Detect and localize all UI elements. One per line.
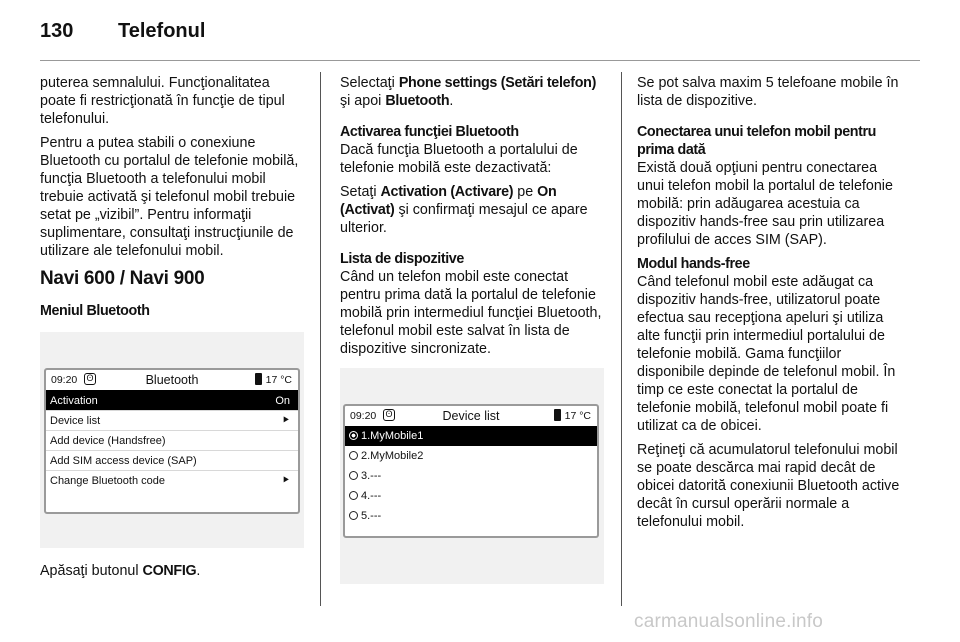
column-3 [637,74,907,537]
radio-icon [349,471,358,480]
paragraph: Se pot salva maxim 5 telefoane mobile în lista de dispozitive. [637,75,899,109]
screen-title: Bluetooth [145,373,199,387]
bluetooth-menu-screen [44,368,300,514]
paragraph: Pentru a putea stabili o conexiune Bluetooth cu portalul de telefonie mobilă, funcţia Bluetooth a telefonului mobil trebuie activată şi telefonul mobil trebuie setat pe „vizibil”. Pentru informaţii suplimentare, consultaţi instrucţiunile de utilizare ale telefonului mobil. [40,135,299,259]
column-divider [621,72,622,606]
paragraph: Apăsaţi butonul CONFIG. [40,563,201,579]
paragraph: Când telefonul mobil este adăugat ca dispozitiv hands-free, utilizatorul poate efectua sau recepţiona apeluri şi utiliza alte funcţii prin intermediul portalului de telefonie mobilă. Gama funcţiilor disponibile depinde de telefonul mobil. În timp ce este conectat la portalul de telefonie mobilă, telefonul mobil poate fi utilizat ca de obicei. [637,274,896,434]
subheading: Modul hands-free [637,256,750,272]
subheading: Conectarea unui telefon mobil pentru prima dată [637,124,876,158]
paragraph: Dacă funcţia Bluetooth a portalului de telefonie mobilă este dezactivată: [340,142,578,176]
column-2 [340,74,610,584]
status-bar [345,406,597,426]
device-item-3[interactable]: 3.--- [345,466,597,486]
paragraph: Când un telefon mobil este conectat pentru prima dată la portalul de telefonie mobilă prin intermediul funcţiei Bluetooth, telefonul mobil este salvat în lista de dispozitive sincronizate. [340,269,602,357]
device-item-5[interactable]: 5.--- [345,506,597,526]
menu-item-add-sim-device[interactable]: Add SIM access device (SAP) [46,450,298,470]
menu-item-change-code[interactable]: Change Bluetooth code ⯈ [46,470,298,490]
device-item-4[interactable]: 4.--- [345,486,597,506]
page-title: Telefonul [118,20,206,42]
page-header [40,20,205,43]
radio-icon [349,451,358,460]
device-item-2[interactable]: 2.MyMobile2 [345,446,597,466]
radio-icon [349,491,358,500]
screen-title: Device list [442,409,500,423]
chevron-right-icon: ⯈ [281,475,290,487]
clock: 09:20 [51,374,78,386]
chevron-right-icon: ⯈ [281,415,290,427]
phone-icon [554,409,561,421]
menu-item-add-device[interactable]: Add device (Handsfree) [46,430,298,450]
column-1 [40,74,308,586]
paragraph: Există două opţiuni pentru conectarea unui telefon mobil la portalul de telefonie mobilă: prin adăugarea acestuia ca dispozitiv hands-free sau prin utilizarea profilului de acces SIM (SAP). [637,160,893,248]
watermark: carmanualsonline.info [634,611,824,632]
paragraph: puterea semnalului. Funcţionalitatea poate fi restricţionată în funcţie de tipul telefonului. [40,75,285,127]
menu-item-device-list[interactable]: Device list ⯈ [46,410,298,430]
bluetooth-icon: ʘ [84,373,96,385]
device-list-screenshot [340,368,604,584]
paragraph: Reţineţi că acumulatorul telefonului mobil se poate descărca mai rapid decât de obicei datorită conexiunii Bluetooth active decât în cursul operării normale a telefonului mobil. [637,442,900,530]
subheading: Activarea funcţiei Bluetooth [340,124,519,140]
phone-icon [255,373,262,385]
paragraph: Selectaţi Phone settings (Setări telefon) şi apoi Bluetooth. [340,75,597,109]
status-bar [46,370,298,390]
bluetooth-screenshot [40,332,304,548]
page-number: 130 [40,20,74,42]
header-rule [40,60,920,61]
clock: 09:20 [350,410,377,422]
device-item-1[interactable]: 1.MyMobile1 [345,426,597,446]
bluetooth-icon: ʘ [383,409,395,421]
radio-icon [349,511,358,520]
device-list-screen [343,404,599,538]
subheading: Lista de dispozitive [340,251,464,267]
paragraph: Setaţi Activation (Activare) pe On (Activat) şi confirmaţi mesajul ce apare ulterior. [340,184,588,236]
section-heading: Navi 600 / Navi 900 [40,268,205,289]
temperature: 17 °C [255,370,292,390]
radio-icon [349,431,358,440]
column-divider [320,72,321,606]
subheading: Meniul Bluetooth [40,303,150,319]
menu-item-activation[interactable]: Activation On [46,390,298,410]
temperature: 17 °C [554,406,591,426]
